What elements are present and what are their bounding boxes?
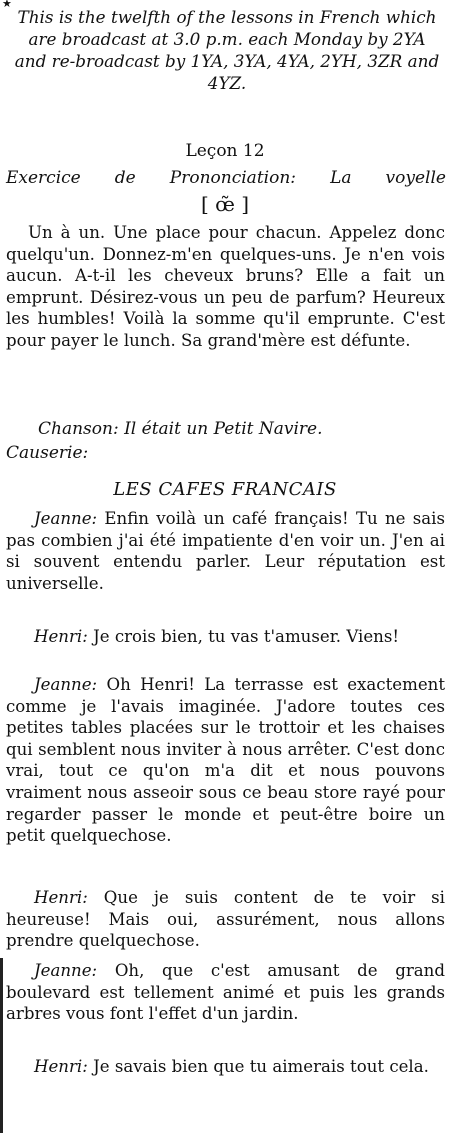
talk-label: Causerie: [6,443,89,463]
speaker-name: Henri: [34,888,88,907]
star-icon: ★ [2,0,12,10]
dialogue-text: Je crois bien, tu vas t'amuser. Viens! [87,627,400,646]
exercise-text: Un à un. Une place pour chacun. Appelez donc quelqu'un. Donnez-m'en quelques-uns. Je n'en vois aucun. A-t-il les cheveux bruns? Elle a fait un emprunt. Désirez-vous un peu de parfum? Heureux les humbles! Voilà la somme qu'il emprunte. C'est pour payer le lunch. Sa grand'mère est défunte. [6,223,445,350]
phonetic-symbol: [ œ̃ ] [200,192,250,216]
speaker-name: Jeanne: [34,675,98,694]
dialogue-text: Enfin voilà un café français! Tu ne sais pas combien j'ai été impatiente d'en voir un. J'en ai si souvent entendu parler. Leur réputation est universelle. [6,509,445,593]
article-title: LES CAFES FRANCAIS [113,479,337,500]
speaker-name: Jeanne: [34,961,98,980]
intro-paragraph: This is the twelfth of the lessons in French which are broadcast at 3.0 p.m. each Monday by 2YA and re-broadcast by 1YA, 3YA, 4YA, 2YH, 3ZR and 4YZ. [14,7,440,93]
speaker-name: Jeanne: [34,509,98,528]
dialogue-text: Oh, que c'est amusant de grand boulevard est tellement animé et puis les grands arbres vous font l'effet d'un jardin. [6,961,445,1024]
dialogue-text: Que je suis content de te voir si heureuse! Mais oui, assurément, nous allons prendre quelquechose. [6,888,445,951]
speaker-name: Henri: [34,1057,88,1076]
lesson-title: Leçon 12 [185,141,265,161]
dialogue-paragraph [6,960,445,1025]
song-line: Chanson: Il était un Petit Navire. [38,419,323,439]
column-rule [0,958,3,1133]
dialogue-text: Je savais bien que tu aimerais tout cela. [87,1057,429,1076]
dialogue-paragraph [6,1056,445,1078]
dialogue-text: Oh Henri! La terrasse est exactement comme je l'avais imaginée. J'adore toutes ces petites tables placées sur le trottoir et les chaises qui semblent nous inviter à nous arrêter. C'est donc vrai, tout ce qu'on m'a dit et nous pouvons vraiment nous asseoir sous ce beau store rayé pour regarder passer le monde et peut-être boire un petit quelquechose. [6,675,445,846]
dialogue-paragraph [6,626,445,648]
exercise-heading: Exercice de Prononciation: La voyelle [6,168,446,188]
speaker-name: Henri: [34,627,88,646]
dialogue-paragraph [6,508,445,594]
dialogue-paragraph [6,674,445,847]
dialogue-paragraph [6,887,445,952]
